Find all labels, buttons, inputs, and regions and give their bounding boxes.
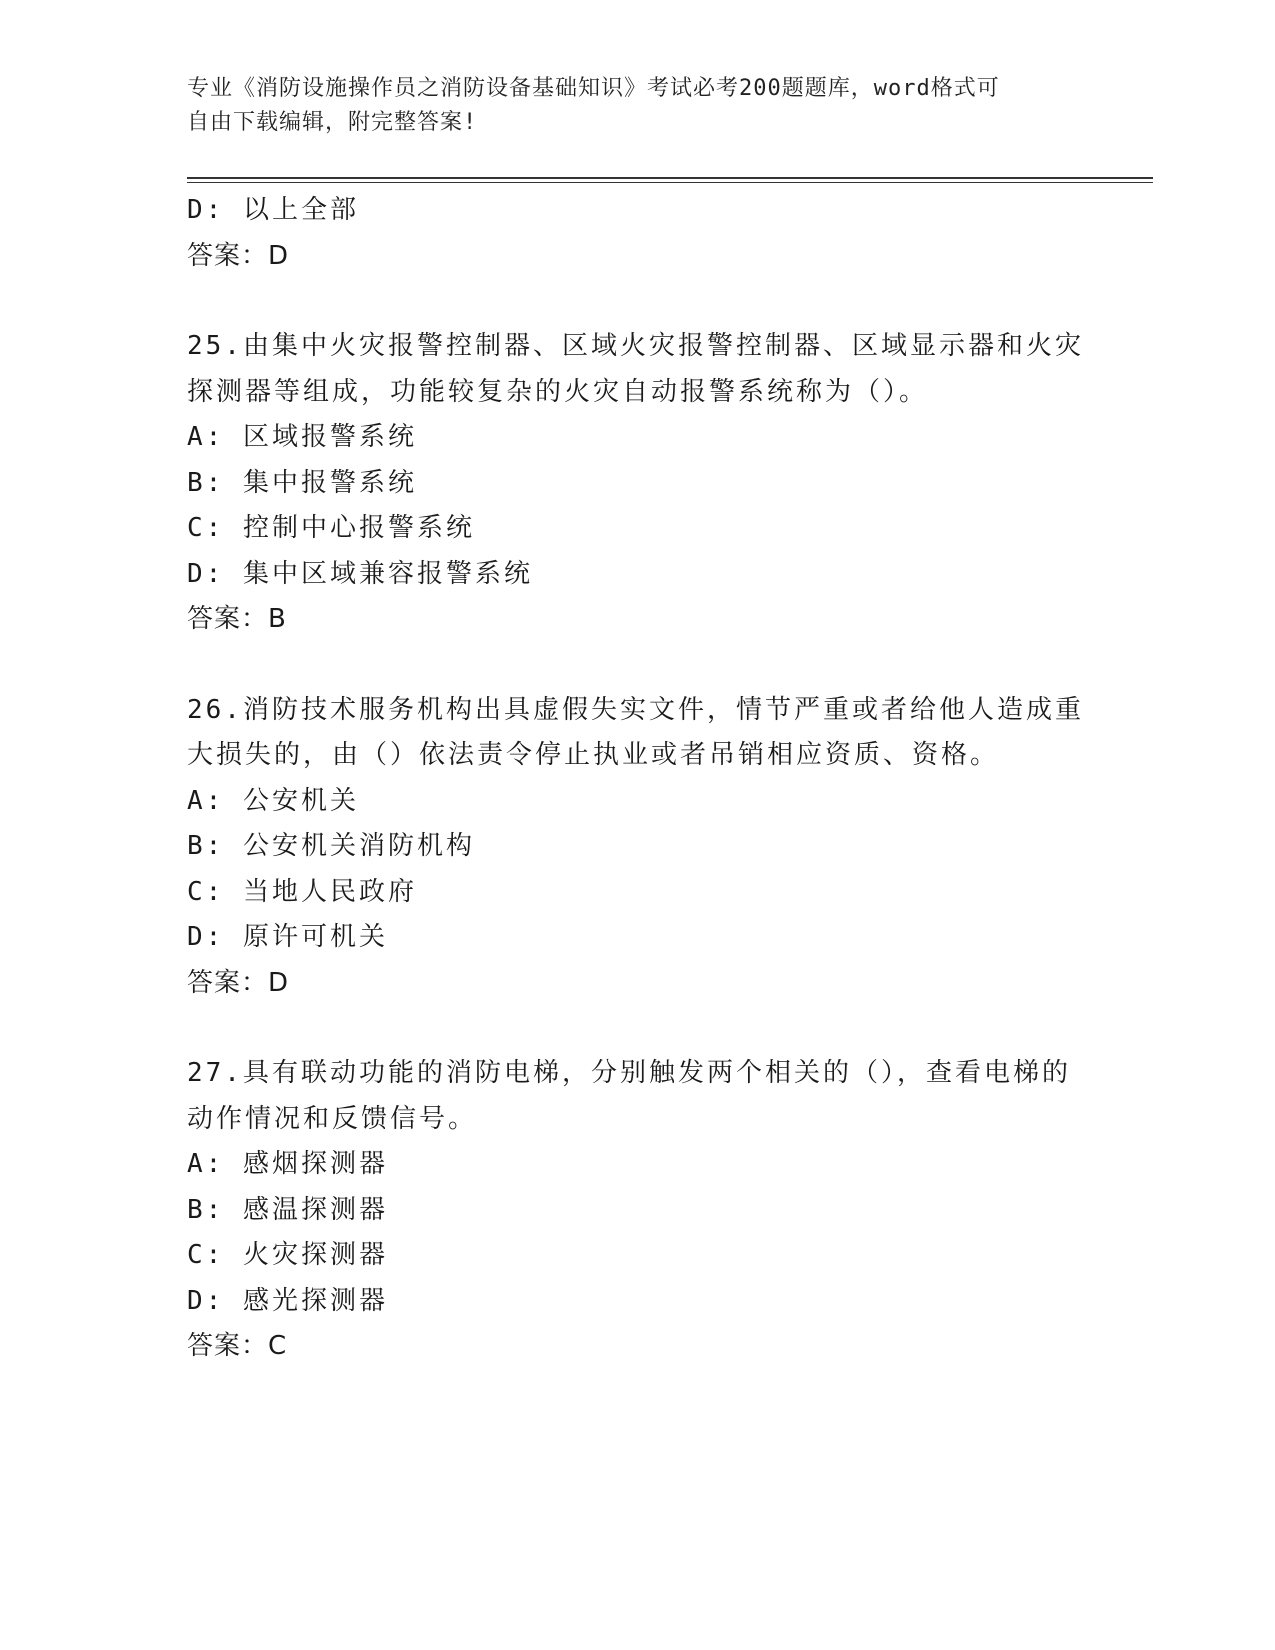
spacer (187, 1006, 1087, 1051)
option-d: D: 集中区域兼容报警系统 (187, 558, 533, 589)
question-list (187, 188, 1087, 1370)
header-divider-thin (187, 182, 1153, 183)
answer: 答案：C (187, 1331, 288, 1361)
question-27 (187, 1051, 1087, 1370)
question-25 (187, 324, 1087, 643)
option-b: B: 集中报警系统 (187, 467, 417, 498)
option-c: C: 当地人民政府 (187, 876, 417, 907)
question-stem-line: 25.由集中火灾报警控制器、区域火灾报警控制器、区域显示器和火灾 (187, 331, 1084, 361)
option-b: B: 公安机关消防机构 (187, 831, 475, 861)
question-stem-line: 26.消防技术服务机构出具虚假失实文件，情节严重或者给他人造成重 (187, 694, 1084, 725)
question-stem-line: 动作情况和反馈信号。 (187, 1103, 478, 1134)
previous-question-tail (187, 188, 1087, 279)
option-a: A: 感烟探测器 (187, 1149, 388, 1179)
option-a: A: 区域报警系统 (187, 422, 417, 452)
question-stem-line: 探测器等组成，功能较复杂的火灾自动报警系统称为（）。 (187, 376, 929, 407)
answer: 答案：D (187, 967, 290, 998)
option-c: C: 火灾探测器 (187, 1240, 388, 1270)
question-stem-line: 大损失的，由（）依法责令停止执业或者吊销相应资质、资格。 (187, 740, 1000, 770)
option-d: D: 原许可机关 (187, 922, 388, 952)
question-26 (187, 688, 1087, 1007)
question-stem-line: 27.具有联动功能的消防电梯，分别触发两个相关的（），查看电梯的 (187, 1058, 1071, 1088)
option-d: D: 感光探测器 (187, 1285, 388, 1316)
option-d: D: 以上全部 (187, 195, 359, 225)
option-c: C: 控制中心报警系统 (187, 513, 475, 543)
answer: 答案：D (187, 240, 290, 271)
answer: 答案：B (187, 604, 287, 634)
spacer (187, 279, 1087, 324)
header-divider-thick (187, 177, 1153, 179)
header-note: 专业《消防设施操作员之消防设备基础知识》考试必考200题题库，word格式可 自由下载编辑，附完整答案! (187, 76, 1000, 135)
option-b: B: 感温探测器 (187, 1194, 388, 1225)
spacer (187, 643, 1087, 688)
option-a: A: 公安机关 (187, 785, 359, 816)
